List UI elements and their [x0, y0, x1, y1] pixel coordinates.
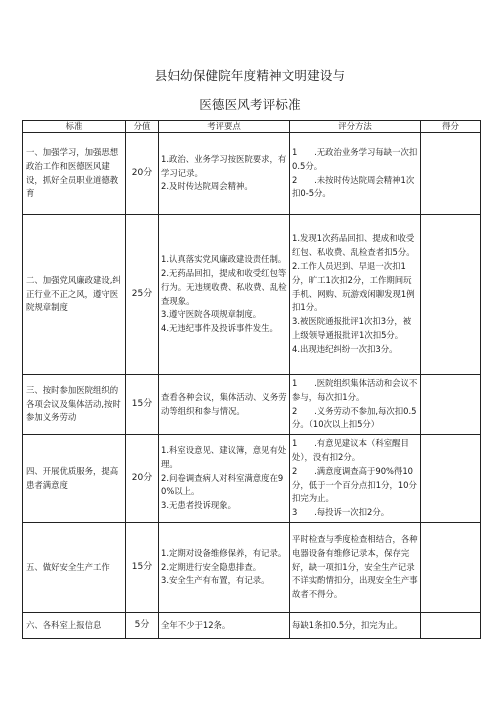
requirements-cell — [159, 613, 290, 639]
header-earned: 得分 — [421, 121, 481, 133]
standard-cell: 六、各科室上报信息 — [23, 613, 126, 639]
requirement-item: 2.及时传达院周会精神。 — [161, 181, 253, 192]
requirements-cell — [159, 133, 290, 215]
method-cell — [290, 523, 421, 613]
score-cell: 5分 — [126, 613, 159, 639]
score-cell: 20分 — [126, 133, 159, 215]
method-item: 2 .义务劳动不参加,每次扣0.5分。（10次以上扣5分） — [292, 405, 417, 430]
requirement-item: 1.定期对设备维修保养，有记录。 — [161, 547, 287, 558]
requirements-cell — [159, 435, 290, 523]
method-item: 1 .有意见建议本（科室醒目处），没有扣2分。 — [292, 438, 409, 462]
header-score: 分值 — [126, 121, 159, 133]
requirement-item: 3.遵守医院各项规章制度。 — [161, 309, 262, 320]
document-title-line-1: 县妇幼保健院年度精神文明建设与 — [154, 68, 346, 83]
table-row — [23, 375, 481, 435]
method-item: 2 .满意度调查高于90%得10分，低于一个百分点扣1分，10分扣完为止。 — [292, 465, 417, 504]
method-item: 每缺1条扣0.5分，扣完为止。 — [292, 619, 403, 630]
requirement-item: 1.政治、业务学习按医院要求，有学习记录。 — [161, 153, 287, 178]
earned-score-cell[interactable] — [421, 523, 481, 613]
requirement-item: 2.无药品回扣，提成和收受红包等行为。无违规收费、私收费、乱检查现象。 — [161, 267, 287, 306]
requirement-item: 查看各种会议，集体活动、义务劳动等组织和参与情况。 — [161, 391, 287, 416]
score-cell: 15分 — [126, 523, 159, 613]
header-method: 评分方法 — [290, 121, 421, 133]
header-requirements: 考评要点 — [159, 121, 290, 133]
method-cell — [290, 375, 421, 435]
method-item: 1 .医院组织集体活动和会议不参与，每次扣1分。 — [292, 377, 418, 402]
score-cell: 20分 — [126, 435, 159, 523]
earned-score-cell[interactable] — [421, 613, 481, 639]
requirements-cell — [159, 375, 290, 435]
requirements-cell — [159, 215, 290, 375]
method-item: 3 .每投诉一次扣2分。 — [292, 507, 390, 518]
earned-score-cell[interactable] — [421, 435, 481, 523]
standard-cell: 二、加强党风廉政建设,纠正行业不正之风，遵守医院规章制度 — [23, 215, 126, 375]
standard-cell: 一、加强学习，加强思想政治工作和医德医风建设，抓好全员职业道德教育 — [23, 133, 126, 215]
method-item: 2.工作人员迟到、早退一次扣1分，旷工1次扣2分，工作期间玩手机、网购、玩游戏闲聊发现1例扣1分。 — [292, 261, 415, 313]
requirement-item: 1.认真落实党风廉政建设责任制。 — [161, 254, 287, 265]
requirement-item: 2.定期进行安全隐患排查。 — [161, 561, 262, 572]
method-cell — [290, 133, 421, 215]
method-cell — [290, 215, 421, 375]
method-item: 3.被医院通报批评1次扣3分，被上级领导通报批评1次扣5分。 — [292, 316, 412, 340]
method-item: 平时检查与季度检查相结合，各种电器设备有维修记录本，保存完好，缺一项扣1分，安全生产记录不详实酌情扣分，出现安全生产事故者不得分。 — [292, 534, 418, 600]
table-row — [23, 613, 481, 639]
earned-score-cell[interactable] — [421, 215, 481, 375]
standard-cell: 三、按时参加医院组织的各项会议及集体活动,按时参加义务劳动 — [23, 375, 126, 435]
method-item: 1 .无政治业务学习每缺一次扣0.5分。 — [292, 146, 418, 171]
requirement-item: 3.无患者投诉现象。 — [161, 500, 236, 511]
table-row — [23, 133, 481, 215]
requirement-item: 3.安全生产有布置，有记录。 — [161, 575, 270, 586]
earned-score-cell[interactable] — [421, 375, 481, 435]
standard-cell: 五、做好安全生产工作 — [23, 523, 126, 613]
earned-score-cell[interactable] — [421, 133, 481, 215]
score-cell: 15分 — [126, 375, 159, 435]
table-row — [23, 215, 481, 375]
method-item: 1.发现1次药品回扣、提成和收受红包、私收费、乱检查者扣5分。 — [292, 233, 415, 258]
method-cell — [290, 613, 421, 639]
requirement-item: 1.科室设意见、建议簿，意见有处理。 — [161, 445, 287, 469]
requirement-item: 2.问卷调查病人对科室满意度在90%以上。 — [161, 472, 284, 497]
score-cell: 25分 — [126, 215, 159, 375]
requirement-item: 全年不少于12条。 — [161, 619, 231, 630]
method-item: 2 .未按时传达院周会精神1次扣0-5分。 — [292, 174, 415, 199]
evaluation-table — [22, 120, 481, 639]
header-standard: 标准 — [23, 121, 126, 133]
requirement-item: 4.无违纪事件及投诉事件发生。 — [161, 323, 278, 334]
document-title-line-2: 医德医风考评标准 — [199, 97, 301, 112]
table-header-row — [23, 121, 481, 133]
table-row — [23, 523, 481, 613]
method-item: 4.出现违纪纠纷一次扣3分。 — [292, 343, 398, 354]
standard-cell: 四、开展优质服务，提高患者满意度 — [23, 435, 126, 523]
table-row — [23, 435, 481, 523]
method-cell — [290, 435, 421, 523]
requirements-cell — [159, 523, 290, 613]
